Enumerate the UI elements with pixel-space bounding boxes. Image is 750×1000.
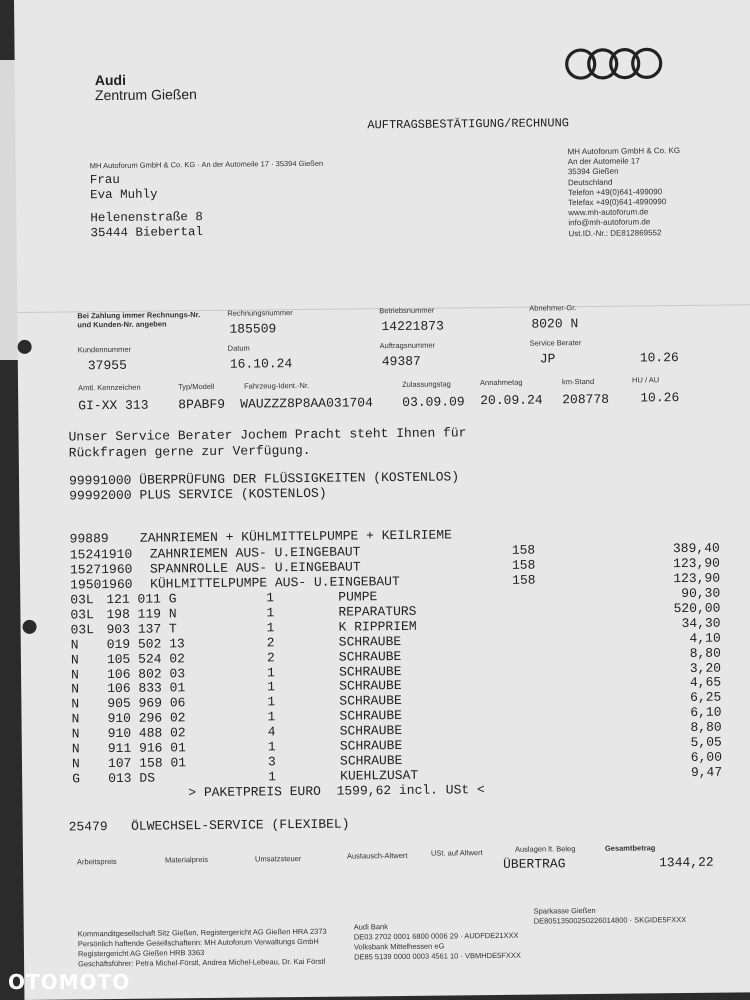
part-price: 4,65 [689,675,722,691]
part-desc: K RIPPRIEM [338,618,417,635]
part-number: 910 296 02 [107,710,186,727]
betriebsnummer-value: 14221873 [381,318,444,335]
message-line-2: Rückfragen gerne zur Verfügung. [68,442,311,461]
labor-price: 389,40 [672,540,720,557]
labor-price: 123,90 [673,555,721,572]
part-prefix: G [72,771,81,787]
part-number: 105 524 02 [106,650,185,667]
part-number: 198 119 N [106,606,177,622]
part-price: 6,10 [690,704,722,721]
gesamtbetrag-label: Gesamtbetrag [604,843,656,853]
part-desc: SCHRAUBE [339,708,403,724]
labor-desc: KÜHLMITTELPUMPE AUS- U.EINGEBAUT [150,573,400,592]
part-number: 107 158 01 [107,755,187,771]
labor-qty: 158 [511,542,536,558]
part-price: 8,80 [689,645,721,661]
part-price: 5,05 [690,734,722,750]
fahrzeug-label: Fahrzeug-Ident.-Nr. [244,380,310,391]
part-desc: SCHRAUBE [339,678,402,695]
message-line-1: Unser Service Berater Jochem Pracht steht Ihnen für [68,425,467,445]
rechnungsnummer-label: Rechnungsnummer [227,308,293,318]
company-address-block [568,146,681,239]
abnehmer-label: Abnehmer-Gr. [529,303,577,313]
otomoto-watermark: OTOMOTO [8,970,131,994]
audi-rings-logo [563,45,667,82]
part-prefix: N [71,696,80,712]
footer-line: DE80513500250226014800 · SKGIDE5FXXX [533,915,687,926]
labor-code: 15271960 [69,561,133,578]
berater-label: Service Berater [529,338,582,348]
labor-qty: 158 [511,557,536,573]
part-prefix: 03L [70,621,95,638]
footer-line: Volksbank Mittelhessen eG [353,941,445,952]
part-qty: 1 [266,590,275,606]
part-number: 106 833 01 [107,680,186,697]
company-line: www.mh-autoforum.de [568,207,649,218]
part-price: 6,00 [690,749,723,765]
package-price: > PAKETPREIS EURO 1599,62 incl. USt < [188,782,485,801]
kundennummer-value: 37955 [87,357,127,374]
company-line: Deutschland [567,177,613,187]
footer-legal-block [78,927,327,970]
betriebsnummer-label: Betriebsnummer [379,305,435,316]
part-prefix: N [70,666,79,682]
punch-hole [18,340,32,354]
materialpreis-label: Materialpreis [164,855,208,865]
company-line: 35394 Gießen [567,167,619,177]
package-header: 99889 ZAHNRIEMEN + KÜHLMITTELPUMPE + KEILRIEME [69,527,452,547]
company-line: Telefon +49(0)641-499090 [567,187,663,198]
part-qty: 1 [266,664,275,680]
berater-extra-value: 10.26 [639,350,679,366]
part-prefix: N [71,726,80,742]
part-qty: 1 [267,694,276,710]
footer-line: Sparkasse Gießen [533,905,596,916]
part-qty: 3 [267,754,276,770]
part-prefix: N [70,637,79,653]
service-line: 99992000 PLUS SERVICE (KOSTENLOS) [69,485,327,504]
part-prefix: N [71,756,80,772]
part-prefix: N [70,651,79,668]
berater-value: JP [539,351,556,367]
part-price: 3,20 [689,660,722,676]
document-title: AUFTRAGSBESTÄTIGUNG/RECHNUNG [367,116,570,133]
brand-line-1: Audi [94,71,127,89]
part-desc: KUEHLZUSAT [340,767,419,784]
footer-line: Kommanditgesellschaft Sitz Gießen, Registergericht AG Gießen HRA 2373 [77,926,327,939]
labor-desc: SPANNROLLE AUS- U.EINGEBAUT [149,559,361,577]
part-qty: 2 [266,649,275,665]
arbeitspreis-label: Arbeitspreis [76,856,117,867]
auftragsnummer-label: Auftragsnummer [379,340,436,351]
company-line: Ust.ID.-Nr.: DE812869552 [568,227,662,238]
footer-line: Registergericht AG Gießen HRB 3363 [77,948,205,959]
part-qty: 1 [267,679,276,695]
part-number: 013 DS [108,770,156,786]
part-number: 905 969 06 [107,695,186,712]
fahrzeug-value: WAUZZZ8P8AA031704 [240,395,373,412]
sender-line: MH Autoforum GmbH & Co. KG · An der Automeile 17 · 35394 Gießen [89,158,324,171]
invoice-paper [14,0,750,1000]
part-price: 6,25 [690,689,722,706]
kundennummer-label: Kundennummer [77,344,132,355]
service-line: 99991000 ÜBERPRÜFUNG DER FLÜSSIGKEITEN (KOSTENLOS) [68,469,460,489]
auftragsnummer-value: 49387 [381,353,421,370]
part-price: 34,30 [681,615,721,631]
part-desc: SCHRAUBE [339,723,403,739]
footer-line: Audi Bank [353,922,388,932]
hu-value: 10.26 [640,390,680,406]
labor-desc: ZAHNRIEMEN AUS- U.EINGEBAUT [149,544,361,562]
part-desc: SCHRAUBE [338,663,402,680]
footer-line: Persönlich haftende Gesellschafterin: MH Autoforum Verwaltungs GmbH [77,936,319,949]
part-number: 903 137 T [106,621,177,637]
part-number: 911 916 01 [107,740,186,757]
part-qty: 1 [268,769,277,785]
footer-sparkasse-block [534,905,687,927]
rechnungsnummer-value: 185509 [229,321,277,337]
footer-bank-block [354,921,521,963]
oil-service-line: 25479 ÖLWECHSEL-SERVICE (FLEXIBEL) [68,816,350,835]
labor-price: 123,90 [673,570,721,587]
labor-qty: 158 [512,572,536,588]
typ-value: 8PABF9 [178,396,226,413]
annahme-value: 20.09.24 [480,392,543,409]
company-line: info@mh-autoforum.de [568,217,651,228]
part-price: 9,47 [690,764,723,780]
km-value: 208778 [562,391,610,408]
part-qty: 1 [267,739,276,755]
part-number: 121 011 G [106,591,177,608]
labor-code: 15241910 [69,546,133,563]
hu-label: HU / AU [631,375,660,385]
recipient-street: Helenenstraße 8 [90,210,203,226]
auslagen-label: Auslagen lt. Beleg [514,844,576,854]
part-prefix: 03L [70,592,94,608]
uebertrag-label: ÜBERTRAG [503,856,566,872]
part-prefix: 03L [70,607,94,623]
part-qty: 2 [266,634,275,651]
km-label: km-Stand [561,376,595,387]
part-number: 106 802 03 [106,665,186,682]
footer-line: DE03 2702 0001 6800 0006 29 · AUDFDE21XXX [353,930,519,942]
part-qty: 4 [267,724,276,740]
part-desc: SCHRAUBE [339,737,403,754]
total-amount: 1344,22 [658,854,714,871]
abnehmer-value: 8020 N [531,316,579,332]
company-line: MH Autoforum GmbH & Co. KG [567,146,681,157]
part-desc: REPARATURS [338,603,417,620]
company-line: An der Automeile 17 [567,156,640,167]
part-prefix: N [71,681,80,697]
labor-code: 19501960 [70,576,133,593]
part-desc: SCHRAUBE [338,633,402,650]
footer-line: DE85 5139 0000 0003 4561 10 · VBMHDE5FXXX [353,950,521,962]
part-qty: 1 [266,605,275,621]
datum-value: 16.10.24 [229,356,293,372]
footer-line: Geschäftsführer: Petra Michel-Förstl, Andrea Michel-Lebeau, Dr. Kai Förstl [78,956,326,969]
part-qty: 1 [267,709,276,725]
kennzeichen-label: Amtl. Kennzeichen [78,382,141,393]
part-price: 4,10 [689,630,721,646]
umsatzsteuer-label: Umsatzsteuer [254,854,302,864]
punch-hole [22,620,36,634]
part-desc: PUMPE [338,589,378,605]
austausch-label: Austausch-Altwert [346,850,408,861]
datum-label: Datum [227,343,250,353]
part-desc: SCHRAUBE [339,752,403,769]
part-number: 910 488 02 [107,725,186,742]
zulassung-label: Zulassungstag [402,379,451,389]
annahme-label: Annahmetag [479,377,523,388]
part-prefix: N [71,711,80,727]
part-number: 019 502 13 [106,635,185,652]
typ-label: Typ/Modell [178,381,215,392]
part-qty: 1 [266,620,275,636]
recipient-salutation: Frau [89,172,120,188]
company-line: Telefax +49(0)641-4990990 [568,197,667,208]
payment-note-label: Bei Zahlung immer Rechnungs-Nr. und Kunden-Nr. angeben [77,310,201,330]
part-price: 90,30 [681,585,721,602]
ust-altwert-label: USt. auf Altwert [430,848,483,858]
recipient-city: 35444 Biebertal [90,225,204,241]
kennzeichen-value: GI-XX 313 [78,397,149,414]
part-price: 8,80 [690,719,722,736]
zulassung-value: 03.09.09 [402,394,465,410]
part-desc: SCHRAUBE [338,648,402,665]
part-price: 520,00 [673,600,721,617]
recipient-name: Eva Muhly [89,187,158,203]
part-prefix: N [71,741,80,757]
part-desc: SCHRAUBE [339,693,402,709]
brand-line-2: Zentrum Gießen [94,86,198,104]
